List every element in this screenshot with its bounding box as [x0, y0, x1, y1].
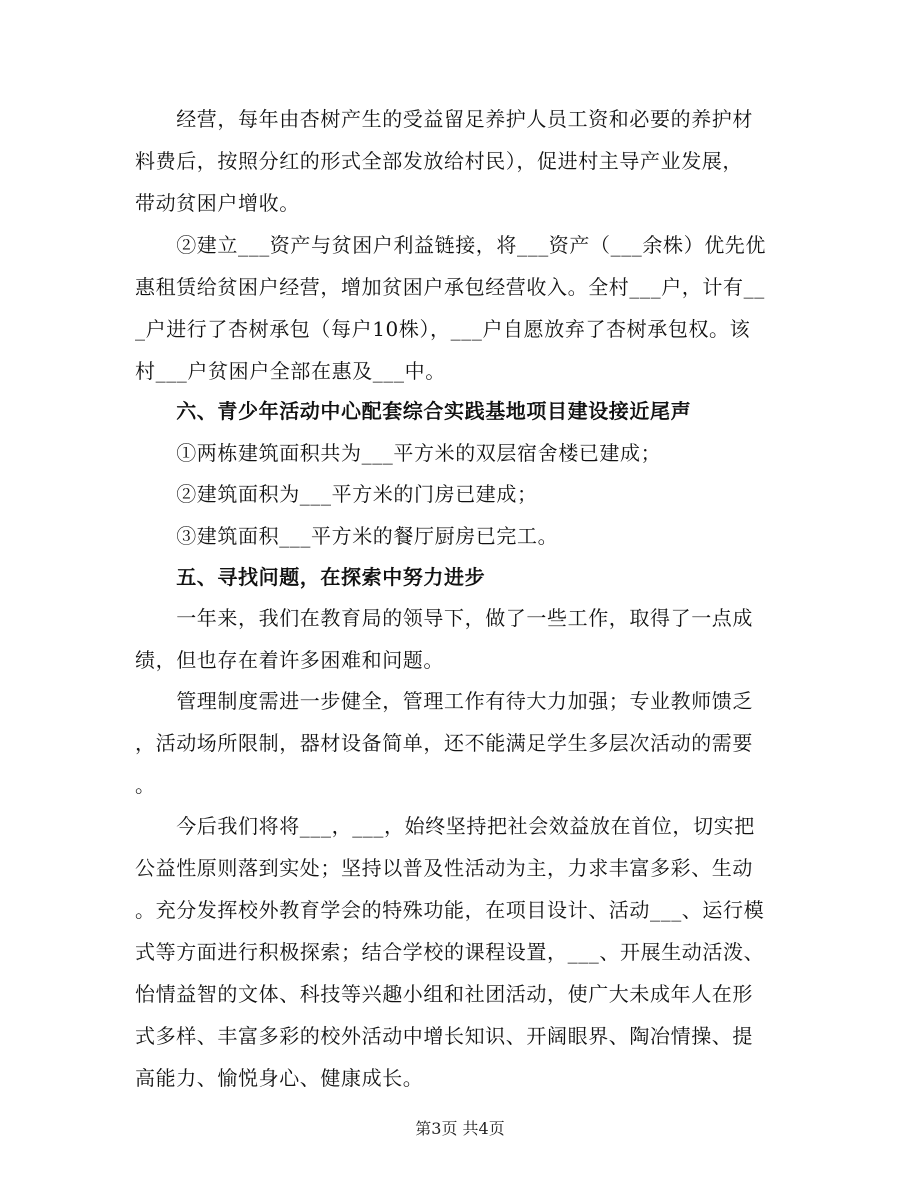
body-text-line: 一年来，我们在教育局的领导下，做了一些工作，取得了一点成 — [135, 606, 753, 630]
body-text-line: 怡情益智的文体、科技等兴趣小组和社团活动，使广大未成年人在形 — [135, 982, 753, 1006]
list-item: ①两栋建筑面积共为___平方米的双层宿舍楼已建成； — [135, 441, 662, 465]
body-text-line: 惠租赁给贫困户经营，增加贫困户承包经营收入。全村___户，计有__ — [135, 275, 765, 299]
body-text-line: 今后我们将将___，___，始终坚持把社会效益放在首位，切实把 — [135, 814, 755, 838]
section-heading: 五、寻找问题，在探索中努力进步 — [135, 565, 486, 589]
body-text-line: 村___户贫困户全部在惠及___中。 — [135, 359, 446, 383]
list-item: ③建筑面积___平方米的餐厅厨房已完工。 — [135, 524, 559, 548]
body-text-line: 管理制度需进一步健全，管理工作有待大力加强；专业教师馈乏 — [135, 689, 753, 713]
section-heading: 六、青少年活动中心配套综合实践基地项目建设接近尾声 — [135, 399, 692, 423]
list-item: ②建筑面积为___平方米的门房已建成； — [135, 482, 538, 506]
body-text-line: _户进行了杏树承包（每户10株），___户自愿放弃了杏树承包权。该 — [135, 317, 751, 341]
body-text-line: 公益性原则落到实处；坚持以普及性活动为主，力求丰富多彩、生动 — [135, 856, 753, 880]
body-text-line: 。充分发挥校外教育学会的特殊功能，在项目设计、活动___、运行模 — [135, 898, 765, 922]
page-number-footer: 第3页 共4页 — [415, 1119, 505, 1138]
body-text-line: 经营，每年由杏树产生的受益留足养护人员工资和必要的养护材 — [135, 107, 753, 131]
body-text-line: 绩，但也存在着许多困难和问题。 — [135, 648, 444, 672]
body-text-line: 高能力、愉悦身心、健康成长。 — [135, 1066, 424, 1090]
body-text-line: ，活动场所限制，器材设备简单，还不能满足学生多层次活动的需要 — [135, 731, 753, 755]
body-text-line: 料费后，按照分红的形式全部发放给村民），促进村主导产业发展， — [135, 149, 743, 173]
body-text-line: 式多样、丰富多彩的校外活动中增长知识、开阔眼界、陶冶情操、提 — [135, 1024, 753, 1048]
body-text-line: 。 — [135, 773, 156, 797]
body-text-line: 式等方面进行积极探索；结合学校的课程设置，___、开展生动活泼、 — [135, 940, 765, 964]
body-text-line: ②建立___资产与贫困户利益链接，将___资产（___余株）优先优 — [135, 233, 766, 257]
body-text-line: 带动贫困户增收。 — [135, 191, 300, 215]
